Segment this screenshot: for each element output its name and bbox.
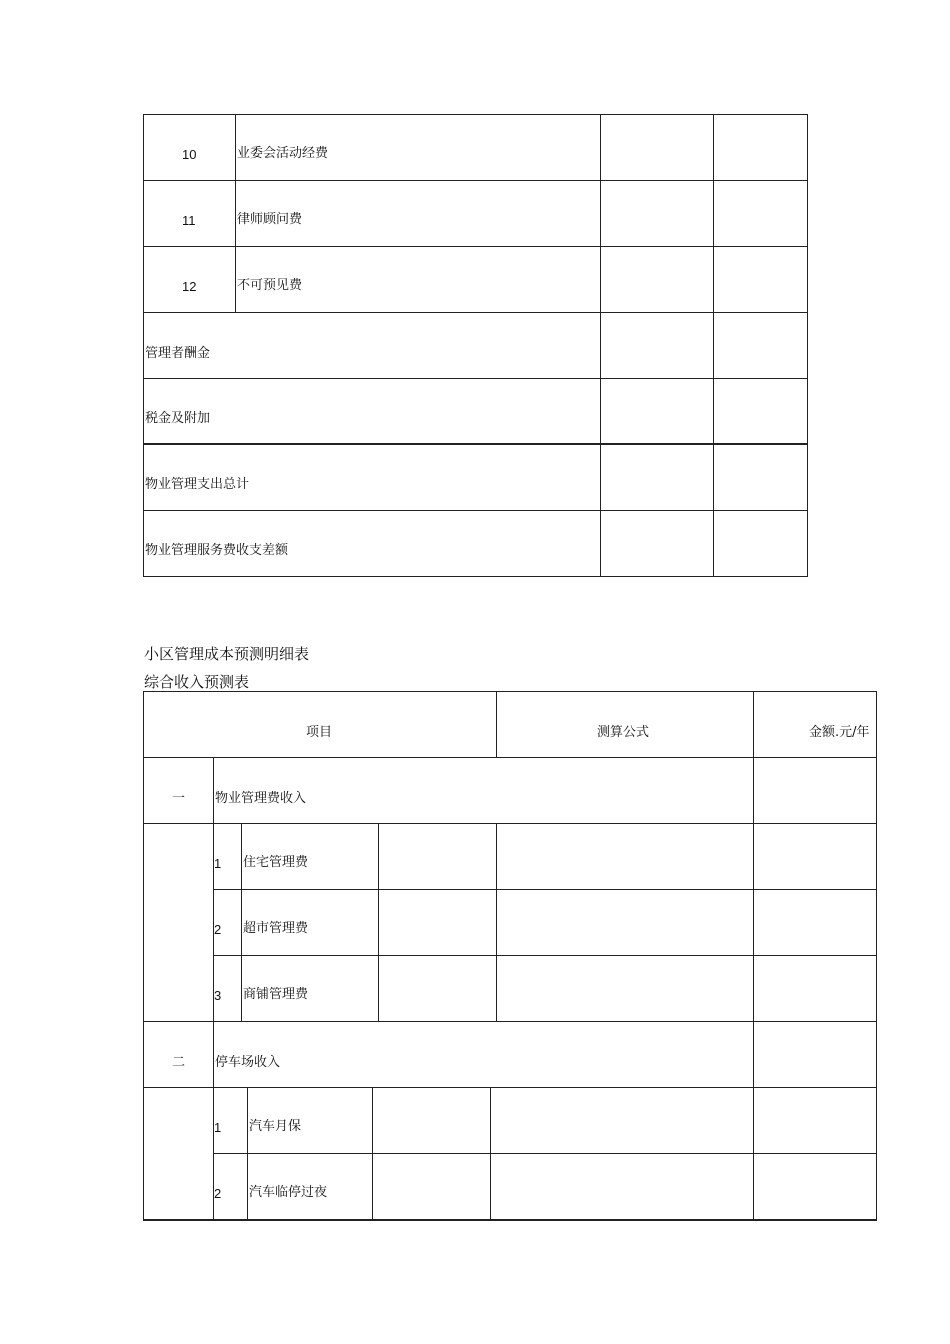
row-number: 12	[182, 279, 197, 294]
row-divider	[213, 1153, 877, 1154]
col-divider	[600, 114, 601, 577]
row-divider	[143, 510, 808, 511]
row-divider	[143, 1087, 877, 1088]
section-number: 一	[172, 791, 186, 806]
row-divider	[143, 757, 877, 758]
header-formula: 测算公式	[597, 725, 650, 740]
item-label: 商铺管理费	[243, 987, 309, 1002]
row-number: 11	[182, 213, 196, 228]
table-border	[143, 114, 808, 115]
item-number: 1	[214, 1120, 222, 1135]
table-border	[143, 576, 808, 577]
col-divider	[378, 823, 379, 1022]
col-divider	[713, 114, 714, 577]
col-divider	[490, 1087, 491, 1221]
item-number: 2	[214, 922, 222, 937]
item-label: 汽车临停过夜	[249, 1185, 328, 1200]
section-number: 二	[172, 1055, 186, 1070]
table-border	[876, 691, 877, 1221]
manager-fee-label: 管理者酬金	[145, 346, 211, 361]
table-border	[143, 114, 144, 577]
row-divider	[143, 823, 877, 824]
row-divider	[213, 955, 877, 956]
row-divider	[143, 312, 808, 313]
total-label: 物业管理支出总计	[145, 477, 250, 492]
col-divider	[241, 823, 242, 1022]
row-item: 业委会活动经费	[237, 146, 329, 161]
section-label: 停车场收入	[215, 1055, 281, 1070]
row-divider	[143, 378, 808, 379]
section-label: 物业管理费收入	[215, 791, 307, 806]
row-divider	[213, 889, 877, 890]
table-border	[143, 1219, 877, 1221]
table-border	[143, 691, 144, 1221]
col-divider	[247, 1087, 248, 1221]
col-divider	[496, 691, 497, 758]
col-divider	[235, 114, 236, 313]
header-amount: 金额.元/年	[809, 725, 870, 740]
item-number: 3	[214, 988, 222, 1003]
col-divider	[753, 691, 754, 1221]
header-item: 项目	[306, 725, 333, 740]
cost-detail-title: 小区管理成本预测明细表	[144, 645, 310, 663]
row-divider	[143, 180, 808, 181]
table-border	[807, 114, 808, 577]
income-title: 综合收入预测表	[144, 673, 250, 691]
item-label: 超市管理费	[243, 921, 309, 936]
item-label: 住宅管理费	[243, 855, 309, 870]
row-item: 律师顾问费	[237, 212, 303, 227]
tax-label: 税金及附加	[145, 411, 211, 426]
row-divider	[143, 1021, 877, 1022]
col-divider	[372, 1087, 373, 1221]
row-item: 不可预见费	[237, 278, 303, 293]
item-number: 1	[214, 856, 222, 871]
row-divider	[143, 443, 808, 445]
row-number: 10	[182, 147, 197, 162]
balance-label: 物业管理服务费收支差额	[145, 543, 289, 558]
table-border	[143, 691, 877, 692]
item-number: 2	[214, 1186, 222, 1201]
row-divider	[143, 246, 808, 247]
col-divider	[496, 823, 497, 1022]
item-label: 汽车月保	[249, 1119, 302, 1134]
